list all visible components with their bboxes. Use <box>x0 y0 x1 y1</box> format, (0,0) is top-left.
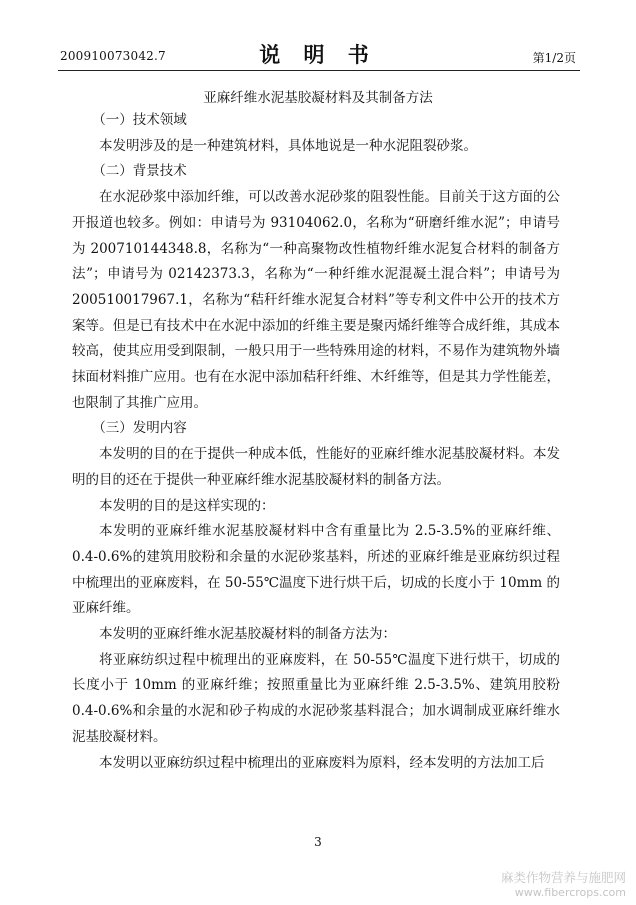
header-divider <box>58 70 580 71</box>
document-type-heading: 说 明 书 <box>259 42 377 67</box>
section-heading: （三）发明内容 <box>92 420 187 437</box>
body-paragraph: 本发明以亚麻纺织过程中梳理出的亚麻废料为原料，经本发明的方法加工后 <box>99 754 545 771</box>
document-body <box>72 108 560 776</box>
invention-title: 亚麻纤维水泥基胶凝材料及其制备方法 <box>203 90 433 106</box>
watermark <box>476 870 626 900</box>
watermark-site-name: 麻类作物营养与施肥网 <box>500 870 626 885</box>
watermark-url: www.fibercrops.com <box>514 886 626 899</box>
application-number: 200910073042.7 <box>60 49 166 63</box>
body-paragraph: 将亚麻纺织过程中梳理出的亚麻废料，在 50-55℃温度下进行烘干，切成的长度小于 10mm 的亚麻纤维；按照重量比为亚麻纤维 2.5-3.5%、建筑用胶粉 0.4-0.6%和余量的水泥和砂子构成的水泥砂浆基料混合；加水调制成亚麻纤维水泥基胶凝材料。 <box>72 651 560 745</box>
body-paragraph: 本发明的亚麻纤维水泥基胶凝材料的制备方法为： <box>99 626 396 643</box>
body-paragraph: 在水泥砂浆中添加纤维，可以改善水泥砂浆的阻裂性能。目前关于这方面的公开报道也较多。例如：申请号为 93104062.0，名称为“研磨纤维水泥”；申请号为 200710144348.8，名称为“一种高聚物改性植物纤维水泥复合材料的制备方法”；申请号为 02142373.3，名称为“一种纤维水泥混凝土混合料”；申请号为 200510017967.1，名称为“秸秆纤维水泥复合材料”等专利文件中公开的技术方案等。但是已有技术中在水泥中添加的纤维主要是聚丙烯纤维等合成纤维，其成本较高，使其应用受到限制，一般只用于一些特殊用途的材料，不易作为建筑物外墙抹面材料推广应用。也有在水泥中添加秸秆纤维、木纤维等，但是其力学性能差，也限制了其推广应用。 <box>72 189 560 411</box>
page-number: 3 <box>314 835 322 849</box>
body-paragraph: 本发明的亚麻纤维水泥基胶凝材料中含有重量比为 2.5-3.5%的亚麻纤维、0.4-0.6%的建筑用胶粉和余量的水泥砂浆基料，所述的亚麻纤维是亚麻纺织过程中梳理出的亚麻废料，在 50-55℃温度下进行烘干后，切成的长度小于 10mm 的亚麻纤维。 <box>72 523 560 617</box>
page-label: 第1/2页 <box>532 51 576 65</box>
section-heading: （二）背景技术 <box>92 163 187 180</box>
section-heading: （一）技术领域 <box>92 112 187 128</box>
body-paragraph: 本发明涉及的是一种建筑材料，具体地说是一种水泥阻裂砂浆。 <box>99 137 477 154</box>
body-paragraph: 本发明的目的是这样实现的： <box>99 497 275 514</box>
body-paragraph: 本发明的目的在于提供一种成本低，性能好的亚麻纤维水泥基胶凝材料。本发明的目的还在于提供一种亚麻纤维水泥基胶凝材料的制备方法。 <box>72 446 560 488</box>
